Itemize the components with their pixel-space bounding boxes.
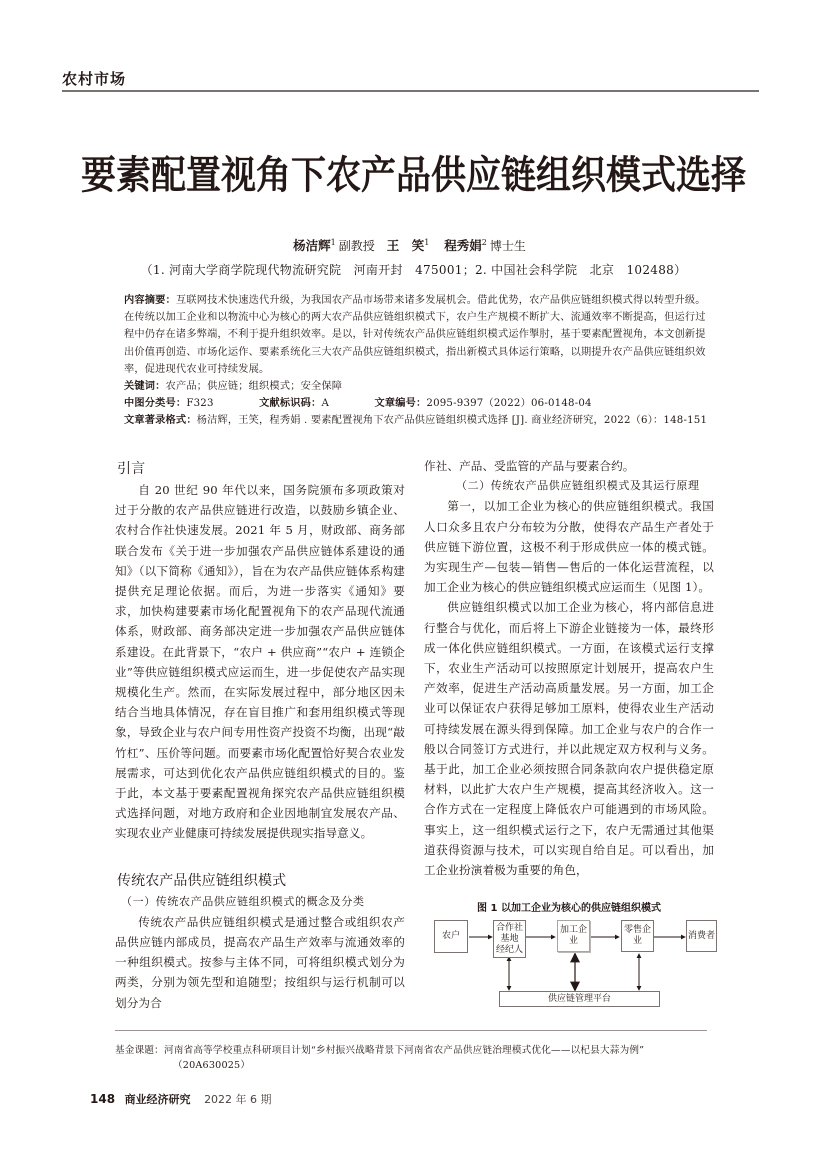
author-affil-sup: 2: [481, 237, 487, 247]
citation-text: 杨洁辉，王笑，程秀娟 . 要素配置视角下农产品供应链组织模式选择 [J]. 商业经济研究，2022（6）：148-151: [196, 415, 708, 427]
author-name: 程秀娟: [444, 238, 482, 253]
journal-name: 商业经济研究: [124, 1093, 191, 1106]
abstract-label: 内容摘要：: [124, 295, 176, 306]
article-no-value: 2095-9397（2022）06-0148-04: [426, 398, 592, 410]
heading-introduction: 引言: [117, 461, 146, 477]
abstract-block: [124, 292, 708, 430]
author-affil-sup: 1: [424, 237, 430, 247]
article-title: 要素配置视角下农产品供应链组织模式选择: [80, 152, 746, 199]
author-degree: 博士生: [489, 239, 526, 253]
node-processor: 加工企 业: [557, 920, 590, 952]
footnote-rule: [115, 1030, 707, 1031]
paragraph: 自 20 世纪 90 年代以来，国务院颁布多项政策对过于分散的农产品供应链进行改造，以鼓励乡镇企业、农村合作社快速发展。2021 年 5 月，财政部、商务部联合发布《关于进一步加强农产品供应链体系建设的通知》（以下简称《通知》），旨在为农产品供应链体系构建提供充足理论依据。而后，为进一步落实《通知》要求，加快构建要素市场化配置视角下的农产品现代流通体系，财政部、商务部决定进一步加强农产品供应链体系建设。在此背景下，“农户 + 供应商”“农户 + 连锁企业”等供应链组织模式应运而生，进一步促使农产品实现规模化生产。然而，在实际发展过程中，部分地区因未结合当地具体情况，存在盲目推广和套用组织模式等现象，导致企业与农户间专用性资产投资不均衡，出现“敲竹杠”、压价等问题。而要素市场化配置恰好契合农业发展需求，可达到优化农产品供应链组织模式的目的。鉴于此，本文基于要素配置视角探究农产品供应链组织模式选择问题，对地方政府和企业因地制宜发展农产品、实现农业产业健康可持续发展提供现实指导意义。: [115, 483, 405, 841]
affiliation: （1. 河南大学商学院现代物流研究院 河南开封 475001；2. 中国社会科学院 北京 102488）: [140, 263, 687, 277]
footnote-code: （20A630025）: [173, 1060, 251, 1071]
article-no-label: 文章编号：: [374, 398, 427, 410]
paragraph: 传统农产品供应链组织模式是通过整合或组织农产品供应链内部成员，提高农产品生产效率与流通效率的一种组织模式。按参与主体不同，可将组织模式划分为两类，分别为领先型和追随型；按组织与运行机制可以划分为合: [115, 914, 405, 1010]
page-number: 148: [90, 1092, 116, 1106]
node-cooperative: 合作社 基地 经纪人: [493, 920, 526, 958]
funding-footnote: [115, 1043, 715, 1073]
header-rule: [62, 90, 759, 92]
section-tag: 农村市场: [62, 70, 127, 88]
subheading: （一）传统农产品供应链组织模式的概念及分类: [121, 894, 365, 908]
classification-row: [124, 395, 708, 412]
issue-label: 2022 年 6 期: [204, 1093, 272, 1106]
keywords: [124, 378, 708, 395]
paragraph: 第一，以加工企业为核心的供应链组织模式。我国人口众多且农户分布较为分散，使得农产品生产者处于供应链下游位置，这极不利于形成供应一体的模式链。为实现生产—包装—销售—售后的一体化运营流程，以加工企业为核心的供应链组织模式应运而生（见图 1）。: [424, 499, 714, 595]
subheading: （二）传统农产品供应链组织模式及其运行原理: [456, 479, 700, 493]
abstract-text: 互联网技术快速迭代升级，为我国农产品市场带来诸多发展机会。借此优势，农产品供应链组织模式得以转型升级。在传统以加工企业和以物流中心为核心的两大农产品供应链组织模式下，农户生产规模不断扩大、流通效率不断提高，但运行过程中仍存在诸多弊端，不利于提升组织效率。是以，针对传统农产品供应链组织模式运作掣肘，基于要素配置视角，本文创新提出价值再创造、市场化运作、要素系统化三大农产品供应链组织模式，指出新模式具体运行策略，以期提升农产品供应链组织效率，促进现代农业可持续发展。: [124, 295, 706, 375]
paragraph: 作社、产品、受监管的产品与要素合约。: [424, 459, 635, 473]
clc-value: F323: [186, 398, 214, 410]
figure-diagram: [424, 912, 744, 1012]
body-left-column: [115, 458, 405, 1013]
node-retailer: 零售企 业: [621, 920, 654, 952]
citation-label: 文章著录格式：: [124, 415, 197, 427]
doc-code-value: A: [321, 398, 329, 410]
keywords-label: 关键词：: [124, 381, 166, 393]
paragraph: 供应链组织模式以加工企业为核心，将内部信息进行整合与优化，而后将上下游企业链接为一体，最终形成一体化供应链组织模式。一方面，在该模式运行支撑下，农业生产活动可以按照原定计划展开，提高农户生产效率，促进生产活动高质量发展。另一方面，加工企业可以保证农户获得足够加工原料，使得农业生产活动可持续发展在源头得到保障。加工企业与农户的合作一般以合同签订方式进行，并以此规定双方权利与义务。基于此，加工企业必须按照合同条款向农户提供稳定原材料，以此扩大农户生产规模，提高其经济收入。这一合作方式在一定程度上降低农户可能遇到的市场风险。事实上，这一组织模式运行之下，农户无需通过其他渠道获得资源与技术，可以实现自给自足。可以看出，加工企业扮演着极为重要的角色，: [424, 600, 714, 878]
abstract: [124, 292, 708, 378]
footnote-label: 基金课题：: [115, 1045, 164, 1056]
clc-label: 中图分类号：: [124, 398, 187, 410]
author-line: [0, 236, 827, 254]
node-farmer: 农户: [434, 920, 468, 953]
citation: [124, 412, 708, 429]
keywords-text: 农产品；供应链；组织模式；安全保障: [165, 381, 343, 393]
body-right-column: [424, 456, 714, 880]
node-consumer: 消费者: [686, 920, 717, 952]
doc-code-label: 文献标识码：: [259, 398, 322, 410]
author-name: 王 笑: [386, 238, 425, 253]
author-affil-sup: 1: [330, 237, 336, 247]
figure-caption: 图 1 以加工企业为核心的供应链组织模式: [477, 903, 661, 914]
page-footer: [90, 1091, 272, 1107]
author-degree: 副教授: [338, 239, 375, 253]
footnote-text: 河南省高等学校重点科研项目计划“乡村振兴战略背景下河南省农产品供应链治理模式优化——以杞县大蒜为例”: [163, 1045, 645, 1056]
author-name: 杨洁辉: [293, 238, 331, 253]
heading-traditional-models: 传统农产品供应链组织模式: [117, 872, 287, 889]
node-platform: 供应链管理平台: [499, 991, 660, 1007]
